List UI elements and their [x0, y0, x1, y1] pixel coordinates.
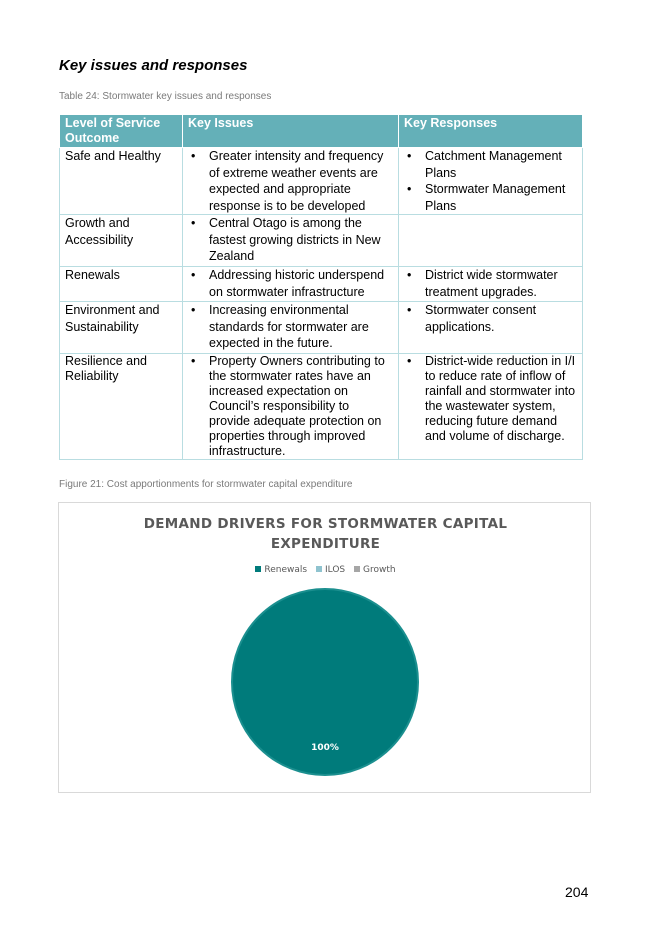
- responses-cell: [399, 267, 583, 302]
- header-issues: Key Issues: [183, 115, 399, 148]
- responses-cell: [399, 148, 583, 215]
- response-item: • District-wide reduction in I/I to reduce rate of inflow of rainfall and stormwater into the wastewater system, reducing future demand and volume of discharge.: [404, 354, 577, 444]
- outcome-cell: Safe and Healthy: [60, 148, 183, 215]
- header-responses: Key Responses: [399, 115, 583, 148]
- issue-item: • Property Owners contributing to the stormwater rates have an increased expectation on Council’s responsibility to provide adequate protection on properties through improved infrastructure.: [188, 354, 393, 459]
- outcome-cell: Resilience and Reliability: [60, 354, 183, 460]
- pie-svg: [59, 503, 592, 794]
- page-number: 204: [565, 884, 589, 900]
- response-item: • Stormwater consent applications.: [404, 302, 577, 335]
- outcome-cell: Environment and Sustainability: [60, 302, 183, 354]
- chart-title-line: EXPENDITURE: [270, 536, 381, 552]
- issues-cell: [183, 148, 399, 215]
- issues-cell: [183, 354, 399, 460]
- issue-item: • Central Otago is among the fastest growing districts in New Zealand: [188, 215, 393, 265]
- responses-cell: [399, 354, 583, 460]
- table-row: [60, 148, 583, 215]
- issue-item: • Greater intensity and frequency of extreme weather events are expected and appropriate response is to be developed: [188, 148, 393, 214]
- response-item: • Stormwater Management Plans: [404, 181, 577, 214]
- outcome-cell: Renewals: [60, 267, 183, 302]
- table-row: [60, 267, 583, 302]
- issues-cell: [183, 267, 399, 302]
- table-row: [60, 215, 583, 267]
- issues-cell: [183, 302, 399, 354]
- chart-title-line: DEMAND DRIVERS FOR STORMWATER CAPITAL: [143, 516, 508, 532]
- legend-label: Growth: [363, 565, 396, 575]
- table-row: [60, 302, 583, 354]
- table-header-row: [60, 115, 583, 148]
- responses-cell: [399, 302, 583, 354]
- section-heading: Key issues and responses: [59, 57, 248, 74]
- table-caption: Table 24: Stormwater key issues and responses: [59, 91, 272, 102]
- data-label: 100%: [311, 742, 339, 753]
- response-item: • District wide stormwater treatment upgrades.: [404, 267, 577, 300]
- pie-chart: [58, 502, 591, 793]
- issue-item: • Increasing environmental standards for stormwater are expected in the future.: [188, 302, 393, 352]
- legend-label: Renewals: [264, 565, 308, 575]
- issue-item: • Addressing historic underspend on stormwater infrastructure: [188, 267, 393, 300]
- table-row: [60, 354, 583, 460]
- response-item: • Catchment Management Plans: [404, 148, 577, 181]
- figure-caption: Figure 21: Cost apportionments for stormwater capital expenditure: [59, 479, 353, 490]
- issues-table: [59, 114, 583, 460]
- responses-cell: [399, 215, 583, 267]
- header-outcome: Level of Service Outcome: [60, 115, 183, 148]
- outcome-cell: Growth and Accessibility: [60, 215, 183, 267]
- legend-label: ILOS: [324, 565, 346, 575]
- issues-cell: [183, 215, 399, 267]
